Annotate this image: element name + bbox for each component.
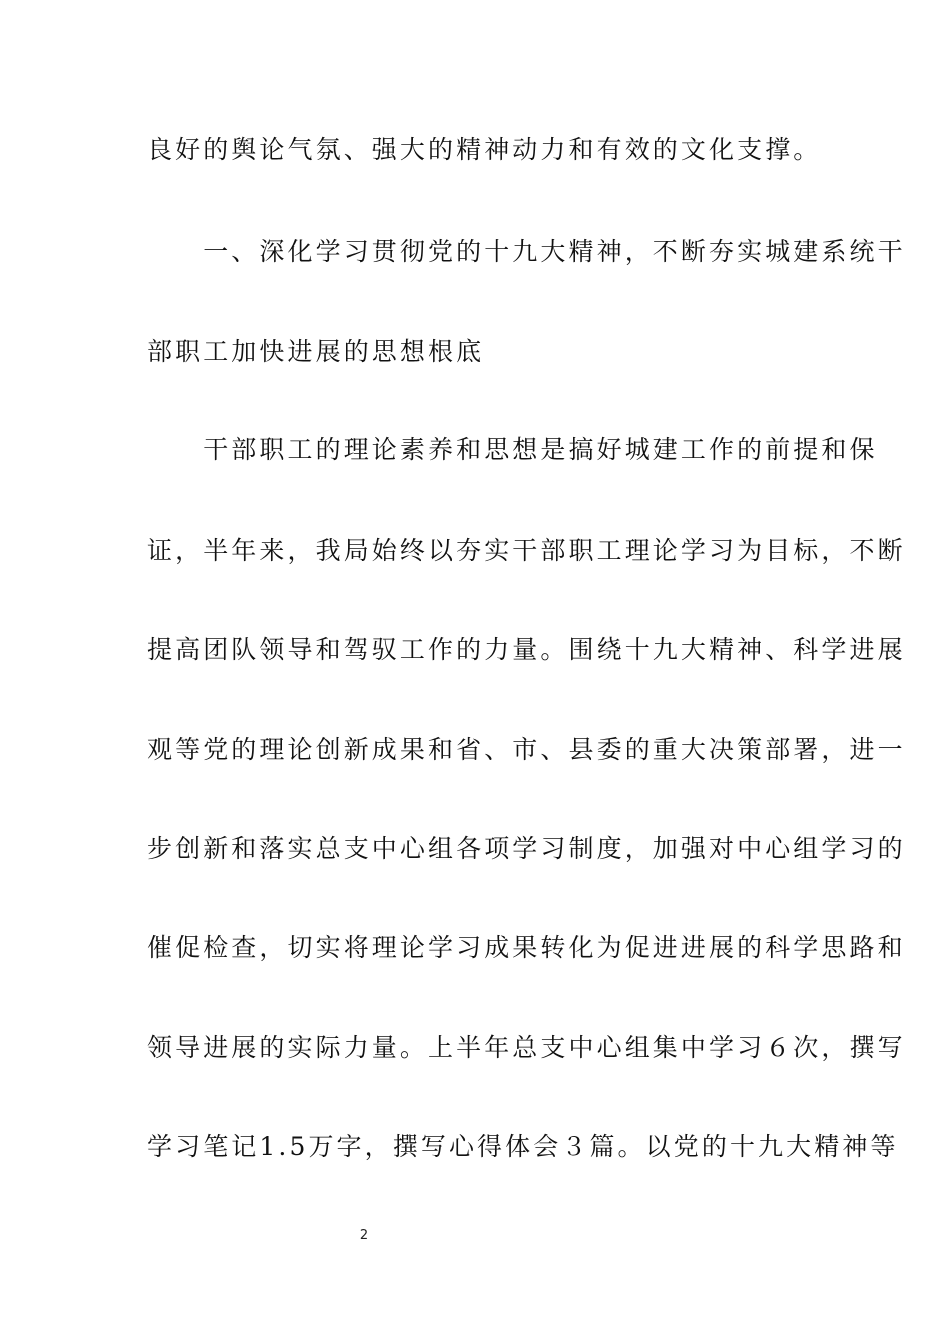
- text-line-1: 良好的舆论气氛、强大的精神动力和有效的文化支撑。: [147, 135, 822, 164]
- section-heading-line-1: 一、深化学习贯彻党的十九大精神，不断夯实城建系统干: [147, 237, 906, 266]
- section-heading-line-2: 部职工加快进展的思想根底: [147, 337, 485, 366]
- text-line-8: 步创新和落实总支中心组各项学习制度，加强对中心组学习的: [147, 834, 906, 863]
- text-line-7: 观等党的理论创新成果和省、市、县委的重大决策部署，进一: [147, 735, 906, 764]
- text-line-5: 证，半年来，我局始终以夯实干部职工理论学习为目标，不断: [147, 536, 906, 565]
- page-number: 2: [359, 1228, 369, 1243]
- text-line-11: 学习笔记1.5万字，撰写心得体会３篇。以党的十九大精神等: [147, 1132, 899, 1161]
- text-line-9: 催促检查，切实将理论学习成果转化为促进进展的科学思路和: [147, 933, 906, 962]
- text-line-10: 领导进展的实际力量。上半年总支中心组集中学习６次，撰写: [147, 1033, 906, 1062]
- text-line-4: 干部职工的理论素养和思想是搞好城建工作的前提和保: [147, 435, 878, 464]
- text-line-6: 提高团队领导和驾驭工作的力量。围绕十九大精神、科学进展: [147, 635, 906, 664]
